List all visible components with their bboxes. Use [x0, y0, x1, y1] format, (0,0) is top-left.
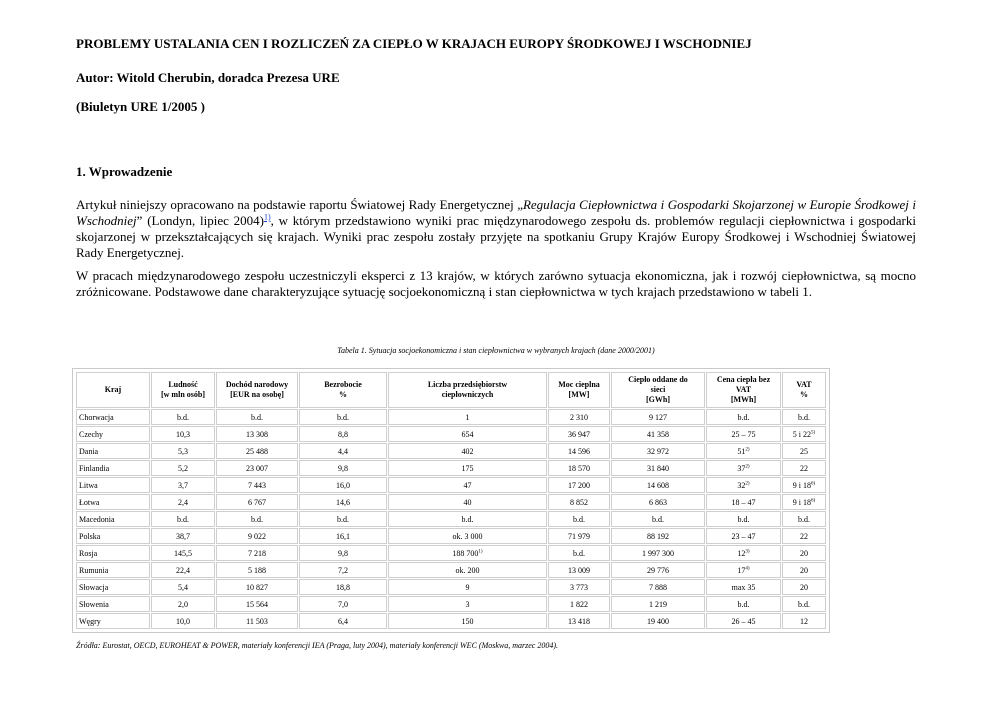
table-cell: 3 773	[548, 579, 610, 595]
country-cell: Słowenia	[76, 596, 150, 612]
table-cell: 1	[388, 409, 547, 425]
table-cell: b.d.	[299, 511, 387, 527]
table-cell: 16,0	[299, 477, 387, 493]
table-cell: 7 888	[611, 579, 705, 595]
paragraph-text: , w którym przedstawiono wyniki prac międzynarodowego zespołu ds. problemów regulacji ciepłownictwa i gospodarki skojarzonej w przekształcających się krajach. Wyniki prac zespołu zostały przyjęte na spotkaniu Grupy Krajów Europy Środkowej i Wschodniej Światowej Rady Energetycznej.	[76, 213, 916, 260]
table-cell: b.d.	[782, 409, 826, 425]
table-cell: 25 – 75	[706, 426, 781, 442]
table-cell: 12	[782, 613, 826, 629]
table-cell: 36 947	[548, 426, 610, 442]
table-cell: 25	[782, 443, 826, 459]
table-cell: 41 358	[611, 426, 705, 442]
table-cell: 7 218	[216, 545, 298, 561]
table-cell: 5 i 22$^{5)}$	[782, 426, 826, 442]
column-header: Ludność [w mln osób]	[151, 372, 215, 408]
table-cell: 1 822	[548, 596, 610, 612]
table-body	[76, 409, 826, 629]
country-cell: Dania	[76, 443, 150, 459]
intro-paragraph-2: W pracach międzynarodowego zespołu uczestniczyli eksperci z 13 krajów, w których zarówno sytuacja ekonomiczna, jak i rozwój ciepłownictwa, są mocno zróżnicowane. Podstawowe dane charakteryzujące sytuację socjoekonomiczną i stan ciepłownictwa w tych krajach przedstawiono w tabeli 1.	[76, 268, 916, 299]
table-cell: 18 570	[548, 460, 610, 476]
table-cell: b.d.	[151, 409, 215, 425]
table-cell: 7,2	[299, 562, 387, 578]
table-cell: 2 310	[548, 409, 610, 425]
column-header: Moc cieplna [MW]	[548, 372, 610, 408]
table-cell: 10,0	[151, 613, 215, 629]
data-table-frame	[72, 368, 830, 633]
table-cell: b.d.	[548, 545, 610, 561]
table-cell: 22,4	[151, 562, 215, 578]
table-cell: ok. 200	[388, 562, 547, 578]
table-cell: 13 308	[216, 426, 298, 442]
table-cell: b.d.	[299, 409, 387, 425]
table-row	[76, 443, 826, 459]
table-row	[76, 579, 826, 595]
table-cell: 37$^{2)}$	[706, 460, 781, 476]
paragraph-text: ” (Londyn, lipiec 2004)	[136, 213, 264, 228]
cell-footnote: 1)	[478, 548, 483, 554]
table-cell: 9 i 18$^{6)}$	[782, 477, 826, 493]
country-cell: Litwa	[76, 477, 150, 493]
table-cell: b.d.	[151, 511, 215, 527]
document-title: PROBLEMY USTALANIA CEN I ROZLICZEŃ ZA CIEPŁO W KRAJACH EUROPY ŚRODKOWEJ I WSCHODNIEJ	[76, 36, 752, 51]
table-cell: b.d.	[706, 511, 781, 527]
table-cell: ok. 3 000	[388, 528, 547, 544]
table-cell: 32$^{2)}$	[706, 477, 781, 493]
table-cell: 8,8	[299, 426, 387, 442]
cell-footnote: 2)	[745, 463, 750, 469]
table-cell: 20	[782, 579, 826, 595]
country-cell: Czechy	[76, 426, 150, 442]
column-header: Kraj	[76, 372, 150, 408]
table-cell: 18 – 47	[706, 494, 781, 510]
paragraph-text: Artykuł niniejszy opracowano na podstawie raportu Światowej Rady Energetycznej „	[76, 197, 523, 212]
table-cell: 9	[388, 579, 547, 595]
table-cell: 25 488	[216, 443, 298, 459]
column-header: Bezrobocie %	[299, 372, 387, 408]
table-cell: b.d.	[216, 511, 298, 527]
column-header: Liczba przedsiębiorstw ciepłowniczych	[388, 372, 547, 408]
table-cell: 23 – 47	[706, 528, 781, 544]
table-cell: 22	[782, 460, 826, 476]
table-cell: 5,3	[151, 443, 215, 459]
table-cell: 40	[388, 494, 547, 510]
table-header-row	[76, 372, 826, 408]
table-row	[76, 409, 826, 425]
cell-footnote: 2)	[745, 480, 750, 486]
table-cell: 26 – 45	[706, 613, 781, 629]
table-cell: 22	[782, 528, 826, 544]
table-cell: 402	[388, 443, 547, 459]
table-cell: 14,6	[299, 494, 387, 510]
column-header: VAT %	[782, 372, 826, 408]
country-cell: Słowacja	[76, 579, 150, 595]
cell-footnote: 6)	[811, 480, 816, 486]
table-cell: 20	[782, 562, 826, 578]
table-cell: 7 443	[216, 477, 298, 493]
table-cell: 10 827	[216, 579, 298, 595]
table-cell: 15 564	[216, 596, 298, 612]
table-cell: 17$^{4)}$	[706, 562, 781, 578]
table-cell: 5,4	[151, 579, 215, 595]
data-table	[75, 371, 827, 630]
country-cell: Rumunia	[76, 562, 150, 578]
table-row	[76, 528, 826, 544]
table-cell: 3	[388, 596, 547, 612]
table-cell: 9,8	[299, 545, 387, 561]
table-cell: 1 997 300	[611, 545, 705, 561]
table-cell: 2,4	[151, 494, 215, 510]
table-row	[76, 562, 826, 578]
column-header: Cena ciepła bez VAT [MWh]	[706, 372, 781, 408]
table-cell: b.d.	[706, 596, 781, 612]
report-title: Regulacja Ciepłownictwa i Gospodarki Skojarzonej w Europie Środkowej i Wschodniej	[76, 197, 916, 228]
table-cell: 150	[388, 613, 547, 629]
country-cell: Macedonia	[76, 511, 150, 527]
country-cell: Łotwa	[76, 494, 150, 510]
footnote-link[interactable]: 1)	[263, 212, 271, 222]
table-cell: 4,4	[299, 443, 387, 459]
table-cell: 51$^{2)}$	[706, 443, 781, 459]
table-row	[76, 511, 826, 527]
table-row	[76, 545, 826, 561]
table-cell: 3,7	[151, 477, 215, 493]
table-row	[76, 596, 826, 612]
table-cell: max 35	[706, 579, 781, 595]
table-cell: 10,3	[151, 426, 215, 442]
table-cell: 5,2	[151, 460, 215, 476]
table-cell: 20	[782, 545, 826, 561]
table-cell: 9 i 18$^{6)}$	[782, 494, 826, 510]
section-heading: 1. Wprowadzenie	[76, 164, 173, 179]
table-cell: 7,0	[299, 596, 387, 612]
cell-footnote: 5)	[811, 429, 816, 435]
table-row	[76, 426, 826, 442]
table-cell: b.d.	[706, 409, 781, 425]
table-cell: b.d.	[782, 511, 826, 527]
column-header: Ciepło oddane do sieci [GWh]	[611, 372, 705, 408]
table-cell: 17 200	[548, 477, 610, 493]
table-row	[76, 613, 826, 629]
table-cell: 145,5	[151, 545, 215, 561]
table-cell: 14 608	[611, 477, 705, 493]
column-header: Dochód narodowy [EUR na osobę]	[216, 372, 298, 408]
table-cell: 175	[388, 460, 547, 476]
table-cell: 9,8	[299, 460, 387, 476]
table-cell: 1 219	[611, 596, 705, 612]
table-cell: b.d.	[548, 511, 610, 527]
table-cell: b.d.	[782, 596, 826, 612]
table-caption: Tabela 1. Sytuacja socjoekonomiczna i stan ciepłownictwa w wybranych krajach (dane 2000/2001)	[337, 346, 655, 355]
cell-footnote: 2)	[745, 446, 750, 452]
table-cell: 6 863	[611, 494, 705, 510]
table-cell: 18,8	[299, 579, 387, 595]
table-row	[76, 460, 826, 476]
cell-footnote: 3)	[745, 548, 750, 554]
table-cell: 19 400	[611, 613, 705, 629]
country-cell: Finlandia	[76, 460, 150, 476]
intro-paragraph-1	[76, 197, 916, 261]
country-cell: Polska	[76, 528, 150, 544]
table-cell: 188 700$^{1)}$	[388, 545, 547, 561]
country-cell: Chorwacja	[76, 409, 150, 425]
table-cell: 23 007	[216, 460, 298, 476]
country-cell: Węgry	[76, 613, 150, 629]
table-cell: 31 840	[611, 460, 705, 476]
table-cell: 16,1	[299, 528, 387, 544]
table-source: Źródła: Eurostat, OECD, EUROHEAT & POWER, materiały konferencji IEA (Praga, luty 2004), materiały konferencji WEC (Moskwa, marzec 2004).	[76, 641, 558, 650]
table-cell: 654	[388, 426, 547, 442]
table-cell: b.d.	[388, 511, 547, 527]
table-cell: 9 022	[216, 528, 298, 544]
table-cell: 6,4	[299, 613, 387, 629]
table-cell: 9 127	[611, 409, 705, 425]
table-cell: 47	[388, 477, 547, 493]
author-line: Autor: Witold Cherubin, doradca Prezesa URE	[76, 70, 340, 85]
table-cell: 5 188	[216, 562, 298, 578]
table-cell: 29 776	[611, 562, 705, 578]
country-cell: Rosja	[76, 545, 150, 561]
table-cell: 2,0	[151, 596, 215, 612]
table-cell: b.d.	[611, 511, 705, 527]
table-cell: 14 596	[548, 443, 610, 459]
cell-footnote: 4)	[745, 565, 750, 571]
table-cell: 13 418	[548, 613, 610, 629]
table-row	[76, 477, 826, 493]
table-cell: 8 852	[548, 494, 610, 510]
table-cell: 32 972	[611, 443, 705, 459]
table-cell: b.d.	[216, 409, 298, 425]
bulletin-reference: (Biuletyn URE 1/2005 )	[76, 99, 205, 114]
table-cell: 88 192	[611, 528, 705, 544]
table-cell: 12$^{3)}$	[706, 545, 781, 561]
cell-footnote: 6)	[811, 497, 816, 503]
table-cell: 6 767	[216, 494, 298, 510]
table-cell: 13 009	[548, 562, 610, 578]
table-cell: 38,7	[151, 528, 215, 544]
table-row	[76, 494, 826, 510]
table-cell: 71 979	[548, 528, 610, 544]
table-cell: 11 503	[216, 613, 298, 629]
